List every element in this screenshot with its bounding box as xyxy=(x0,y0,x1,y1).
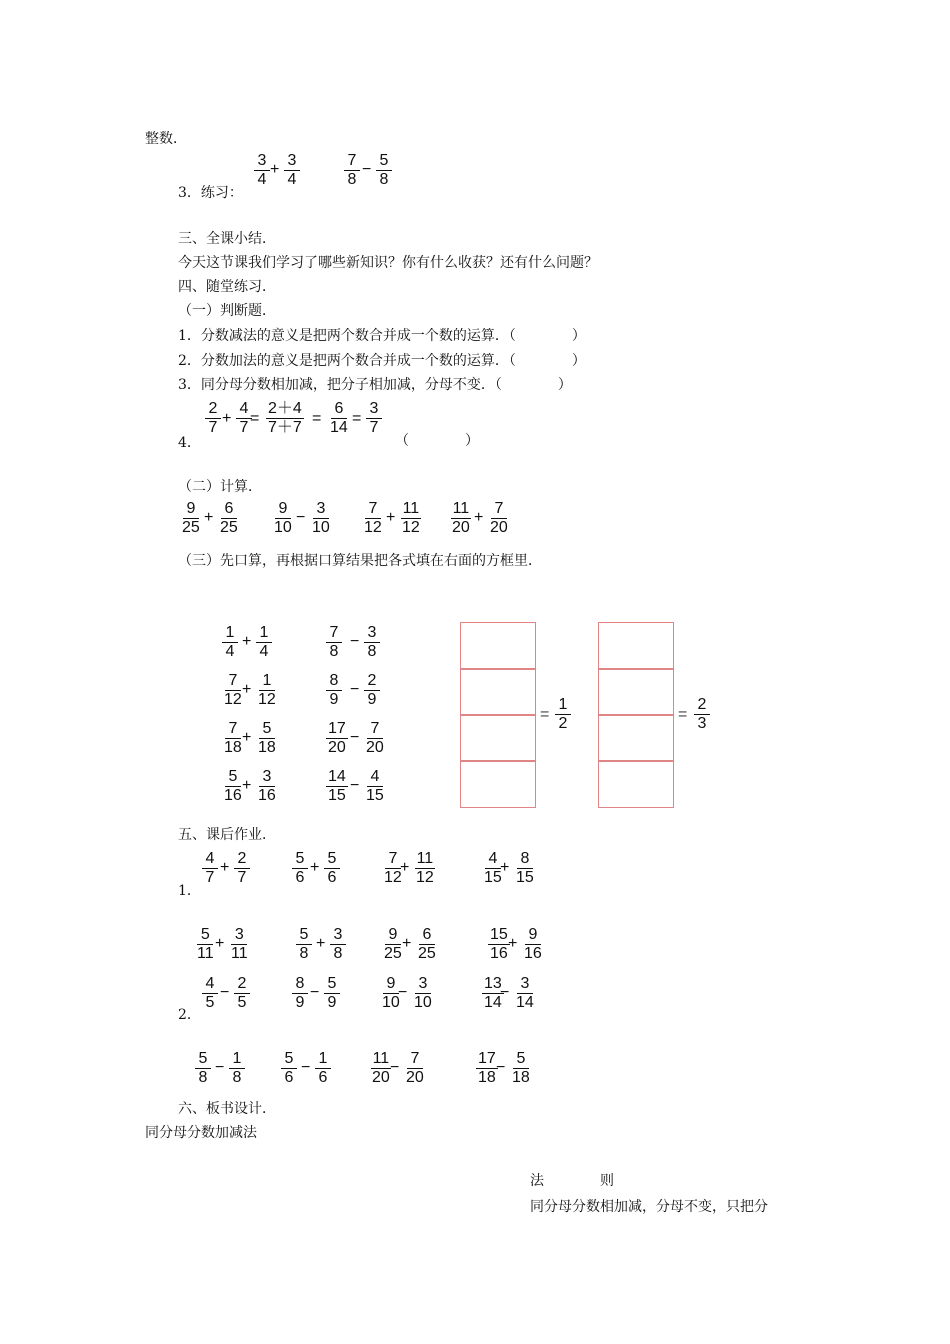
operator: − xyxy=(301,1059,311,1076)
board-rule-text: 同分母分数相加减，分母不变，只把分 xyxy=(530,1199,768,1215)
numerator: 4 xyxy=(367,768,383,787)
board-title: 同分母分数加减法 xyxy=(145,1125,257,1141)
fraction xyxy=(218,500,240,537)
numerator: 5 xyxy=(324,850,340,869)
fraction xyxy=(326,720,348,757)
summary-question: 今天这节课我们学习了哪些新知识？你有什么收获？还有什么问题？ xyxy=(178,255,598,271)
operator: = xyxy=(352,410,362,427)
denominator: 8 xyxy=(333,945,343,962)
denominator: 7＋7 xyxy=(268,419,302,436)
numerator: 8 xyxy=(292,975,308,994)
numerator: 1 xyxy=(555,696,571,715)
fraction xyxy=(412,975,434,1012)
numerator: 7 xyxy=(326,624,342,643)
denominator: 18 xyxy=(224,739,242,756)
denominator: 5 xyxy=(205,994,215,1011)
numerator: 2＋4 xyxy=(268,400,302,417)
numerator: 2 xyxy=(205,400,221,419)
judge-item-3: 3．同分母分数相加减，把分子相加减，分母不变．（ ） xyxy=(178,377,572,393)
fraction xyxy=(234,975,250,1012)
fraction xyxy=(284,152,300,189)
fraction xyxy=(404,1050,426,1087)
answer-box-half[interactable] xyxy=(460,622,536,808)
numerator: 2 xyxy=(694,696,710,715)
fraction xyxy=(234,850,250,887)
denominator: 12 xyxy=(416,869,434,886)
denominator: 20 xyxy=(406,1069,424,1086)
fraction xyxy=(366,400,382,437)
numerator: 2 xyxy=(364,672,380,691)
fraction xyxy=(292,850,308,887)
denominator: 8 xyxy=(367,643,377,660)
numerator: 5 xyxy=(197,926,213,945)
numerator: 2 xyxy=(234,850,250,869)
fraction xyxy=(324,850,340,887)
denominator: 15 xyxy=(328,787,346,804)
denominator: 16 xyxy=(258,787,276,804)
fraction xyxy=(328,400,350,437)
fraction xyxy=(344,152,360,189)
fraction xyxy=(205,400,221,437)
denominator: 10 xyxy=(312,519,330,536)
operator: + xyxy=(204,509,214,526)
denominator: 20 xyxy=(452,519,470,536)
fraction xyxy=(256,624,272,661)
operator: − xyxy=(220,984,230,1001)
denominator: 4 xyxy=(225,643,235,660)
fraction xyxy=(266,400,304,437)
numerator: 4 xyxy=(202,975,218,994)
operator: + xyxy=(386,509,396,526)
denominator: 15 xyxy=(484,869,502,886)
judge-heading: （一）判断题． xyxy=(178,303,276,319)
denominator: 15 xyxy=(516,869,534,886)
denominator: 5 xyxy=(237,994,247,1011)
denominator: 12 xyxy=(384,869,402,886)
fraction xyxy=(514,975,536,1012)
operator: + xyxy=(474,509,484,526)
numerator: 4 xyxy=(485,850,501,869)
fraction xyxy=(450,500,472,537)
numerator: 1 xyxy=(229,1050,245,1069)
numerator: 3 xyxy=(330,926,346,945)
fraction xyxy=(510,1050,532,1087)
operator: − xyxy=(362,161,372,178)
numerator: 3 xyxy=(517,975,533,994)
fraction xyxy=(296,926,312,963)
operator: + xyxy=(316,935,326,952)
numerator: 5 xyxy=(513,1050,529,1069)
operator: = xyxy=(312,410,322,427)
fraction xyxy=(229,1050,245,1087)
numerator: 9 xyxy=(183,500,199,519)
numerator: 3 xyxy=(254,152,270,171)
denominator: 7 xyxy=(239,419,249,436)
denominator: 8 xyxy=(232,1069,242,1086)
numerator: 9 xyxy=(525,926,541,945)
denominator: 25 xyxy=(220,519,238,536)
numerator: 11 xyxy=(416,850,434,867)
operator: − xyxy=(496,1059,506,1076)
denominator: 10 xyxy=(414,994,432,1011)
numerator: 6 xyxy=(419,926,435,945)
fraction xyxy=(292,975,308,1012)
numerator: 14 xyxy=(328,768,346,785)
numerator: 11 xyxy=(452,500,470,517)
fraction xyxy=(416,926,438,963)
board-rule-title: 法 则 xyxy=(530,1173,614,1189)
fraction xyxy=(254,152,270,189)
denominator: 7 xyxy=(205,869,215,886)
denominator: 16 xyxy=(224,787,242,804)
exercise-heading: 四、随堂练习． xyxy=(178,279,276,295)
fraction xyxy=(364,720,386,757)
numerator: 4 xyxy=(202,850,218,869)
fraction xyxy=(522,926,544,963)
denominator: 7 xyxy=(237,869,247,886)
numerator: 5 xyxy=(376,152,392,171)
denominator: 20 xyxy=(328,739,346,756)
numerator: 3 xyxy=(366,400,382,419)
denominator: 11 xyxy=(231,945,248,962)
denominator: 9 xyxy=(295,994,305,1011)
denominator: 20 xyxy=(490,519,508,536)
judge4-label: 4． xyxy=(178,435,201,451)
fraction xyxy=(400,500,422,537)
operator: − xyxy=(390,1059,400,1076)
denominator: 6 xyxy=(327,869,337,886)
denominator: 8 xyxy=(198,1069,208,1086)
denominator: 18 xyxy=(512,1069,530,1086)
operator: + xyxy=(242,633,252,650)
numerator: 6 xyxy=(221,500,237,519)
operator: − xyxy=(398,984,408,1001)
denominator: 16 xyxy=(524,945,542,962)
fraction xyxy=(362,500,384,537)
numerator: 9 xyxy=(275,500,291,519)
calc-heading: （二）计算． xyxy=(178,479,262,495)
denominator: 25 xyxy=(182,519,200,536)
fraction xyxy=(330,926,346,963)
fraction xyxy=(514,850,536,887)
numerator: 1 xyxy=(256,624,272,643)
denominator: 18 xyxy=(478,1069,496,1086)
fraction xyxy=(272,500,294,537)
denominator: 4 xyxy=(287,171,297,188)
numerator: 7 xyxy=(367,720,383,739)
denominator: 14 xyxy=(484,994,502,1011)
numerator: 7 xyxy=(407,1050,423,1069)
operator: − xyxy=(296,509,306,526)
numerator: 1 xyxy=(259,672,275,691)
numerator: 2 xyxy=(234,975,250,994)
operator: − xyxy=(215,1059,225,1076)
denominator: 20 xyxy=(372,1069,390,1086)
fraction xyxy=(376,152,392,189)
fraction xyxy=(229,926,250,963)
practice3-label: 3．练习： xyxy=(178,185,243,201)
denominator: 16 xyxy=(490,945,508,962)
denominator: 7 xyxy=(369,419,379,436)
numerator: 3 xyxy=(259,768,275,787)
denominator: 12 xyxy=(224,691,242,708)
judge-item-1: 1．分数减法的意义是把两个数合并成一个数的运算．（ ） xyxy=(178,328,586,344)
numerator: 5 xyxy=(259,720,275,739)
fraction xyxy=(256,672,278,709)
denominator: 9 xyxy=(327,994,337,1011)
operator: + xyxy=(220,859,230,876)
numerator: 17 xyxy=(328,720,346,737)
operator: − xyxy=(500,984,510,1001)
operator: − xyxy=(350,681,360,698)
numerator: 4 xyxy=(236,400,252,419)
fraction xyxy=(281,1050,297,1087)
summary-heading: 三、全课小结． xyxy=(178,231,276,247)
fraction xyxy=(414,850,436,887)
fraction xyxy=(476,1050,498,1087)
numerator: 3 xyxy=(313,500,329,519)
numerator: 3 xyxy=(364,624,380,643)
answer-box-two-thirds[interactable] xyxy=(598,622,674,808)
fraction xyxy=(364,624,380,661)
fraction xyxy=(364,672,380,709)
numerator: 7 xyxy=(225,720,241,739)
denominator: 12 xyxy=(258,691,276,708)
fraction xyxy=(310,500,332,537)
numerator: 3 xyxy=(415,975,431,994)
numerator: 13 xyxy=(484,975,502,992)
box2-equals: = xyxy=(678,706,688,723)
fraction xyxy=(326,624,342,661)
numerator: 7 xyxy=(225,672,241,691)
numerator: 5 xyxy=(195,1050,211,1069)
denominator: 7 xyxy=(208,419,218,436)
fraction xyxy=(488,500,510,537)
numerator: 5 xyxy=(281,1050,297,1069)
numerator: 5 xyxy=(296,926,312,945)
box1-equals: = xyxy=(540,706,550,723)
fraction xyxy=(195,926,216,963)
denominator: 2 xyxy=(558,715,568,732)
operator: + xyxy=(500,859,510,876)
numerator: 11 xyxy=(402,500,420,517)
denominator: 10 xyxy=(382,994,400,1011)
fraction xyxy=(256,768,278,805)
operator: + xyxy=(310,859,320,876)
operator: + xyxy=(400,859,410,876)
fraction xyxy=(324,975,340,1012)
fraction xyxy=(222,672,244,709)
fraction xyxy=(180,500,202,537)
judge-item-2: 2．分数加法的意义是把两个数合并成一个数的运算．（ ） xyxy=(178,353,586,369)
denominator: 11 xyxy=(197,945,214,962)
denominator: 8 xyxy=(379,171,389,188)
numerator: 7 xyxy=(344,152,360,171)
denominator: 25 xyxy=(418,945,436,962)
denominator: 6 xyxy=(318,1069,328,1086)
fraction xyxy=(315,1050,331,1087)
fraction xyxy=(222,720,244,757)
fraction xyxy=(202,850,218,887)
numerator: 7 xyxy=(365,500,381,519)
fraction xyxy=(222,768,244,805)
denominator: 14 xyxy=(516,994,534,1011)
denominator: 25 xyxy=(384,945,402,962)
box1-result-fraction xyxy=(555,696,571,733)
fraction xyxy=(370,1050,392,1087)
box2-result-fraction xyxy=(694,696,710,733)
fraction xyxy=(222,624,238,661)
fraction xyxy=(364,768,386,805)
operator: − xyxy=(310,984,320,1001)
denominator: 4 xyxy=(259,643,269,660)
fraction xyxy=(256,720,278,757)
denominator: 12 xyxy=(364,519,382,536)
denominator: 6 xyxy=(284,1069,294,1086)
numerator: 7 xyxy=(491,500,507,519)
denominator: 20 xyxy=(366,739,384,756)
fraction xyxy=(195,1050,211,1087)
denominator: 8 xyxy=(299,945,309,962)
denominator: 6 xyxy=(295,869,305,886)
denominator: 9 xyxy=(329,691,339,708)
operator: + xyxy=(242,777,252,794)
intro-tail-text: 整数． xyxy=(145,131,187,147)
denominator: 8 xyxy=(329,643,339,660)
fraction xyxy=(382,926,404,963)
denominator: 12 xyxy=(402,519,420,536)
operator: + xyxy=(242,729,252,746)
numerator: 17 xyxy=(478,1050,496,1067)
numerator: 11 xyxy=(372,1050,390,1067)
denominator: 14 xyxy=(330,419,348,436)
numerator: 3 xyxy=(284,152,300,171)
numerator: 5 xyxy=(292,850,308,869)
numerator: 1 xyxy=(315,1050,331,1069)
board-heading: 六、板书设计． xyxy=(178,1101,276,1117)
fraction xyxy=(202,975,218,1012)
numerator: 9 xyxy=(385,926,401,945)
homework-heading: 五、课后作业． xyxy=(178,827,276,843)
homework-label-2: 2． xyxy=(178,1007,201,1023)
operator: = xyxy=(250,410,260,427)
denominator: 15 xyxy=(366,787,384,804)
judge4-bracket: （ ） xyxy=(395,433,479,449)
fraction xyxy=(326,672,342,709)
numerator: 3 xyxy=(231,926,247,945)
numerator: 5 xyxy=(324,975,340,994)
numerator: 6 xyxy=(331,400,347,419)
fraction xyxy=(326,768,348,805)
operator: − xyxy=(350,633,360,650)
operator: + xyxy=(508,935,518,952)
numerator: 7 xyxy=(385,850,401,869)
numerator: 5 xyxy=(225,768,241,787)
numerator: 15 xyxy=(490,926,508,943)
operator: + xyxy=(402,935,412,952)
numerator: 8 xyxy=(326,672,342,691)
numerator: 9 xyxy=(383,975,399,994)
operator: + xyxy=(270,161,280,178)
operator: − xyxy=(350,777,360,794)
operator: + xyxy=(215,935,225,952)
operator: + xyxy=(222,410,232,427)
denominator: 9 xyxy=(367,691,377,708)
denominator: 8 xyxy=(347,171,357,188)
oral-heading: （三）先口算，再根据口算结果把各式填在右面的方框里． xyxy=(178,553,542,569)
numerator: 1 xyxy=(222,624,238,643)
operator: + xyxy=(242,681,252,698)
denominator: 3 xyxy=(697,715,707,732)
denominator: 10 xyxy=(274,519,292,536)
fraction xyxy=(488,926,510,963)
homework-label-1: 1． xyxy=(178,883,201,899)
numerator: 8 xyxy=(517,850,533,869)
denominator: 4 xyxy=(257,171,267,188)
operator: − xyxy=(350,729,360,746)
denominator: 18 xyxy=(258,739,276,756)
